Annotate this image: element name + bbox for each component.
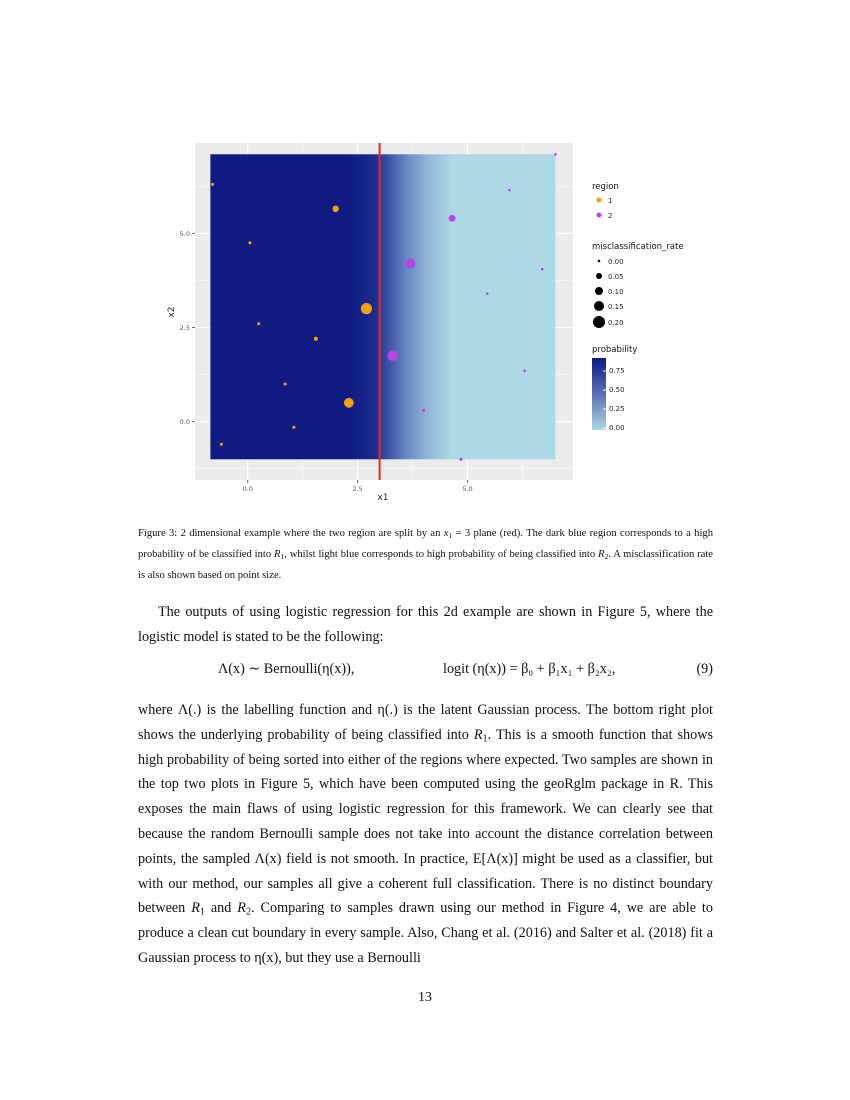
legend-size-010-label: 0.10 — [608, 288, 624, 296]
legend-size-000-label: 0.00 — [608, 258, 624, 266]
legend-size-005-swatch — [596, 273, 602, 279]
y-tick-label: 2.5 — [179, 323, 190, 332]
region-1-point — [332, 206, 338, 212]
x-axis-title: x1 — [377, 493, 389, 503]
region-2-point — [523, 370, 526, 373]
figure-3-plot — [160, 140, 700, 510]
region-1-point — [292, 426, 295, 429]
legend-probability-tick-050: 0.50 — [609, 386, 625, 394]
legend — [592, 182, 684, 432]
legend-region-title: region — [592, 182, 619, 192]
body-paragraph-1: The outputs of using logistic regression for this 2d example are shown in Figure 5, where the logistic model is stated to be the following: — [138, 604, 713, 645]
y-tick-label: 5.0 — [179, 229, 190, 238]
region-1-point — [284, 382, 287, 385]
legend-region-1-label: 1 — [608, 197, 613, 205]
region-1-point — [314, 337, 318, 341]
legend-size-020-swatch — [593, 316, 605, 328]
equation-left: Λ(x) ∼ Bernoulli(η(x)), — [218, 661, 355, 677]
legend-region-2-label: 2 — [608, 212, 613, 220]
region-2-point — [459, 458, 462, 461]
equation-number: (9) — [696, 661, 713, 677]
legend-probability-title: probability — [592, 345, 638, 355]
region-2-point — [554, 153, 557, 156]
legend-size-005-label: 0.05 — [608, 273, 624, 281]
body-paragraph-2: where Λ(.) is the labelling function and η(.) is the latent Gaussian process. The bottom right plot shows the underlying probability of being classified into $R_1$. This is a smooth function that shows high probability of being sorted into either of the regions where expected. Two samples are shown in the top two plots in Figure 5, which have been computed using the geoRglm package in R. This exposes the main flaws of using logistic regression for this framework. We can clearly see that because the random Bernoulli sample does not take into account the distance correlation between points, the sampled Λ(x) field is not smooth. In practice, E[Λ(x)] might be used as a classifier, but with our method, our samples all give a coherent full classification. There is no distinct boundary between $R_1$ and $R_2$. Comparing to samples drawn using our method in Figure 4, we are able to produce a clean cut boundary in every sample. Also, Chang et al. (2016) and Salter et al. (2018) fit a Gaussian process to η(x), but they use a Bernoulli — [138, 702, 713, 966]
region-1-point — [220, 443, 223, 446]
x-tick-label: 2.5 — [352, 485, 363, 493]
region-2-point — [486, 292, 489, 295]
y-axis-title: x2 — [167, 306, 177, 318]
region-2-point — [508, 189, 511, 192]
region-2-point — [422, 409, 425, 412]
y-tick-label: 0.0 — [179, 418, 190, 427]
x-tick-label: 5.0 — [462, 485, 473, 493]
legend-size-000-swatch — [598, 260, 601, 263]
caption-label: Figure 3: — [138, 528, 178, 539]
region-2-point — [405, 259, 415, 269]
legend-region-2-swatch — [597, 213, 602, 218]
x-tick-label: 0.0 — [242, 485, 253, 493]
figure-caption: Figure 3: 2 dimensional example where the two region are split by an $x_1 = 3$ plane (red). The dark blue region corresponds to a high probability of be classified into $R_1$, whilst light blue corresponds to high probability of being classified into $R_2$. A misclassification rate is also shown based on point size. — [138, 528, 714, 581]
legend-probability-colorbar — [592, 358, 606, 430]
legend-probability-tick-025: 0.25 — [609, 405, 625, 413]
region-1-point — [257, 322, 260, 325]
probability-field — [210, 154, 555, 459]
page-number: 13 — [418, 990, 432, 1005]
region-2-point — [387, 350, 398, 361]
equation-right: logit (η(x)) = β₀ + β₁x₁ + β₂x₂, — [443, 661, 616, 677]
legend-size-020-label: 0.20 — [608, 319, 624, 327]
legend-size-010-swatch — [595, 287, 603, 295]
equation-9 — [138, 661, 713, 683]
legend-probability-tick-075: 0.75 — [609, 367, 625, 375]
region-1-point — [211, 183, 214, 186]
legend-size-015-swatch — [594, 301, 604, 311]
legend-region-1-swatch — [597, 198, 602, 203]
region-1-point — [248, 241, 251, 244]
legend-misclassification-title: misclassification_rate — [592, 242, 684, 252]
legend-size-015-label: 0.15 — [608, 303, 624, 311]
region-1-point — [344, 398, 354, 408]
legend-probability-tick-000: 0.00 — [609, 424, 625, 432]
region-2-point — [541, 268, 544, 271]
region-2-point — [449, 215, 456, 222]
region-1-point — [361, 303, 372, 314]
